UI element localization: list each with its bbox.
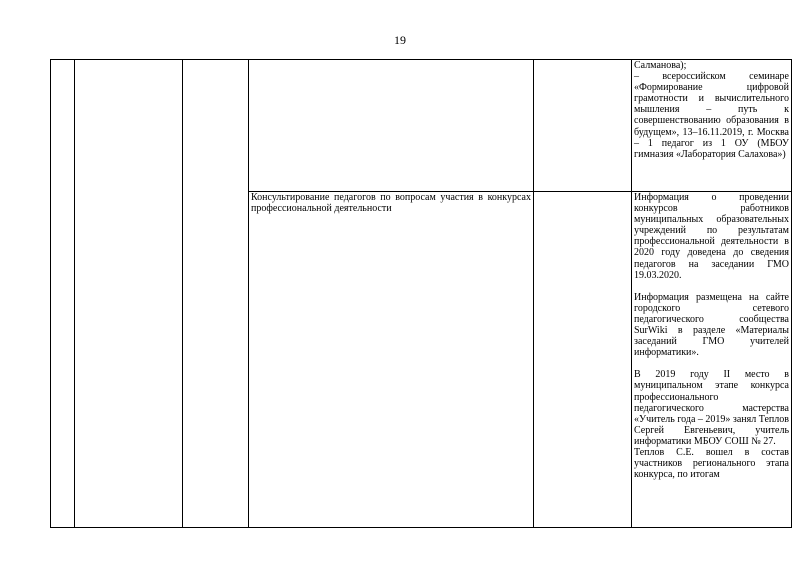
page-number: 19 xyxy=(394,33,406,47)
number-cell xyxy=(51,60,75,528)
result-text: Салманова); xyxy=(634,60,687,71)
report-table xyxy=(50,59,792,528)
result-cell xyxy=(632,60,792,192)
direction-cell xyxy=(75,60,183,528)
result-paragraph: Информация размещена на сайте городского сетевого педагогического сообщества SurWiki в разделе «Материалы заседаний ГМО учителей информатики». xyxy=(634,291,789,359)
date-cell xyxy=(534,60,632,192)
task-cell xyxy=(183,60,249,528)
activity-cell xyxy=(249,60,534,192)
result-text: – всероссийском семинаре «Формирование цифровой грамотности и вычислительного мышления – путь к совершенствованию образования в будущем», 13–16.11.2019, г. Москва – 1 педагог из 1 ОУ (МБОУ гимназия «Лаборатория Салахова») xyxy=(634,71,789,160)
date-cell xyxy=(534,192,632,528)
activity-cell xyxy=(249,192,534,528)
result-paragraph: Информация о проведении конкурсов работников муниципальных образовательных учреждений по результатам профессиональной деятельности в 2020 году доведена до сведения педагогов на заседании ГМО 19.03.2020. xyxy=(634,192,789,281)
result-paragraph: Теплов С.Е. вошел в состав участников регионального этапа конкурса, по итогам xyxy=(634,446,789,481)
result-paragraph: В 2019 году II место в муниципальном этапе конкурса профессионального педагогического мастерства «Учитель года – 2019» занял Теплов Сергей Евгеньевич, учитель информатики МБОУ СОШ № 27. xyxy=(634,369,789,447)
result-cell xyxy=(632,192,792,528)
activity-text: Консультирование педагогов по вопросам участия в конкурсах профессиональной деятельности xyxy=(251,192,531,215)
table-row xyxy=(51,60,792,192)
